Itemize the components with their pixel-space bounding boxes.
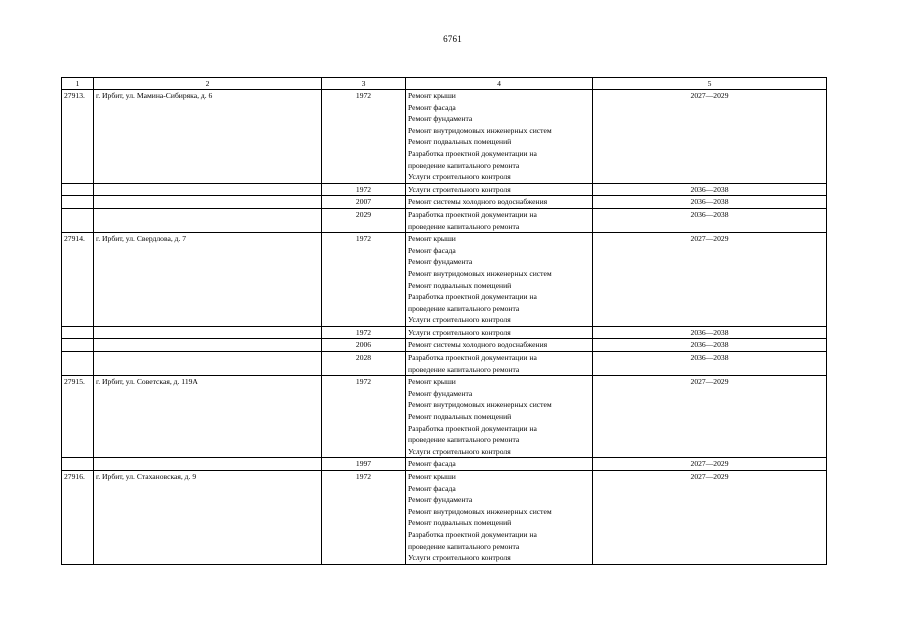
year-cell: 2029: [322, 208, 406, 232]
period-cell: 2036—2038: [593, 183, 827, 196]
work-item: Ремонт системы холодного водоснабжения: [408, 340, 548, 350]
table-row: [62, 471, 827, 565]
address-cell: [94, 183, 322, 196]
work-item: Ремонт подвальных помещений: [408, 412, 512, 422]
year-cell: 2007: [322, 196, 406, 209]
year-cell: 2028: [322, 352, 406, 376]
row-number: [62, 196, 94, 209]
row-number: [62, 208, 94, 232]
work-item: Ремонт внутридомовых инженерных систем: [408, 400, 552, 410]
address-cell: г. Ирбит, ул. Свердлова, д. 7: [94, 233, 322, 327]
work-item: Разработка проектной документации на: [408, 148, 537, 158]
address-cell: [94, 458, 322, 471]
table-row: [62, 183, 827, 196]
period-cell: 2027—2029: [593, 471, 827, 565]
work-item: Ремонт внутридомовых инженерных систем: [408, 506, 552, 516]
address-cell: [94, 352, 322, 376]
work-item: Ремонт внутридомовых инженерных систем: [408, 268, 552, 278]
row-number: [62, 183, 94, 196]
address-cell: [94, 326, 322, 339]
table-row: [62, 326, 827, 339]
address-cell: г. Ирбит, ул. Советская, д. 119А: [94, 376, 322, 458]
table-row: [62, 196, 827, 209]
column-header: 4: [406, 78, 593, 90]
work-item: проведение капитального ремонта: [408, 221, 520, 231]
work-item: Разработка проектной документации на: [408, 292, 537, 302]
period-cell: 2027—2029: [593, 458, 827, 471]
capital-repair-table: [61, 77, 827, 565]
year-cell: 1972: [322, 183, 406, 196]
works-cell: [406, 196, 593, 209]
work-item: Ремонт фасада: [408, 245, 456, 255]
work-item: проведение капитального ремонта: [408, 364, 520, 374]
work-item: Ремонт фундамента: [408, 257, 473, 267]
work-item: Ремонт подвальных помещений: [408, 518, 512, 528]
work-item: Услуги строительного контроля: [408, 327, 511, 337]
works-cell: [406, 208, 593, 232]
work-item: Услуги строительного контроля: [408, 315, 511, 325]
work-item: Разработка проектной документации на: [408, 209, 537, 219]
work-item: проведение капитального ремонта: [408, 541, 520, 551]
period-cell: 2027—2029: [593, 233, 827, 327]
work-item: Ремонт фасада: [408, 483, 456, 493]
period-cell: 2036—2038: [593, 326, 827, 339]
table-body: [62, 78, 827, 565]
period-cell: 2027—2029: [593, 90, 827, 184]
row-number: 27916.: [62, 471, 94, 565]
works-cell: [406, 376, 593, 458]
table-row: [62, 90, 827, 184]
table-row: [62, 233, 827, 327]
works-cell: [406, 233, 593, 327]
row-number: 27915.: [62, 376, 94, 458]
period-cell: 2027—2029: [593, 376, 827, 458]
row-number: 27913.: [62, 90, 94, 184]
year-cell: 1972: [322, 326, 406, 339]
work-item: Услуги строительного контроля: [408, 172, 511, 182]
work-item: Ремонт внутридомовых инженерных систем: [408, 125, 552, 135]
work-item: проведение капитального ремонта: [408, 160, 520, 170]
year-cell: 1972: [322, 471, 406, 565]
work-item: Ремонт фундамента: [408, 388, 473, 398]
year-cell: 1997: [322, 458, 406, 471]
table-row: [62, 339, 827, 352]
work-item: Ремонт крыши: [408, 91, 456, 100]
work-item: Ремонт подвальных помещений: [408, 137, 512, 147]
column-header: 2: [94, 78, 322, 90]
work-item: Услуги строительного контроля: [408, 446, 511, 456]
work-item: Ремонт фундамента: [408, 495, 473, 505]
works-cell: [406, 339, 593, 352]
work-item: Ремонт крыши: [408, 472, 456, 481]
work-item: Разработка проектной документации на: [408, 353, 537, 363]
works-cell: [406, 326, 593, 339]
column-header: 1: [62, 78, 94, 90]
work-item: Ремонт крыши: [408, 234, 456, 244]
year-cell: 2006: [322, 339, 406, 352]
works-cell: [406, 471, 593, 565]
work-item: проведение капитального ремонта: [408, 435, 520, 445]
period-cell: 2036—2038: [593, 352, 827, 376]
period-cell: 2036—2038: [593, 339, 827, 352]
work-item: Разработка проектной документации на: [408, 423, 537, 433]
row-number: [62, 326, 94, 339]
row-number: [62, 458, 94, 471]
year-cell: 1972: [322, 376, 406, 458]
period-cell: 2036—2038: [593, 208, 827, 232]
work-item: Услуги строительного контроля: [408, 553, 511, 563]
work-item: Ремонт фасада: [408, 459, 456, 469]
page-number: 6761: [443, 34, 462, 44]
work-item: Разработка проектной документации на: [408, 529, 537, 539]
column-header: 5: [593, 78, 827, 90]
works-cell: [406, 458, 593, 471]
table-row: [62, 208, 827, 232]
table-row: [62, 458, 827, 471]
address-cell: г. Ирбит, ул. Мамина-Сибиряка, д. 6: [94, 90, 322, 184]
address-cell: г. Ирбит, ул. Стахановская, д. 9: [94, 471, 322, 565]
address-cell: [94, 208, 322, 232]
address-cell: [94, 339, 322, 352]
work-item: Ремонт крыши: [408, 377, 456, 387]
year-cell: 1972: [322, 90, 406, 184]
work-item: Ремонт подвальных помещений: [408, 280, 512, 290]
work-item: Ремонт системы холодного водоснабжения: [408, 197, 548, 207]
work-item: Ремонт фундамента: [408, 114, 473, 124]
column-header-row: [62, 78, 827, 90]
year-cell: 1972: [322, 233, 406, 327]
table-row: [62, 352, 827, 376]
work-item: проведение капитального ремонта: [408, 303, 520, 313]
works-cell: [406, 352, 593, 376]
column-header: 3: [322, 78, 406, 90]
works-cell: [406, 90, 593, 184]
work-item: Ремонт фасада: [408, 102, 456, 112]
row-number: [62, 339, 94, 352]
row-number: [62, 352, 94, 376]
work-item: Услуги строительного контроля: [408, 184, 511, 194]
row-number: 27914.: [62, 233, 94, 327]
address-cell: [94, 196, 322, 209]
table-row: [62, 376, 827, 458]
works-cell: [406, 183, 593, 196]
period-cell: 2036—2038: [593, 196, 827, 209]
